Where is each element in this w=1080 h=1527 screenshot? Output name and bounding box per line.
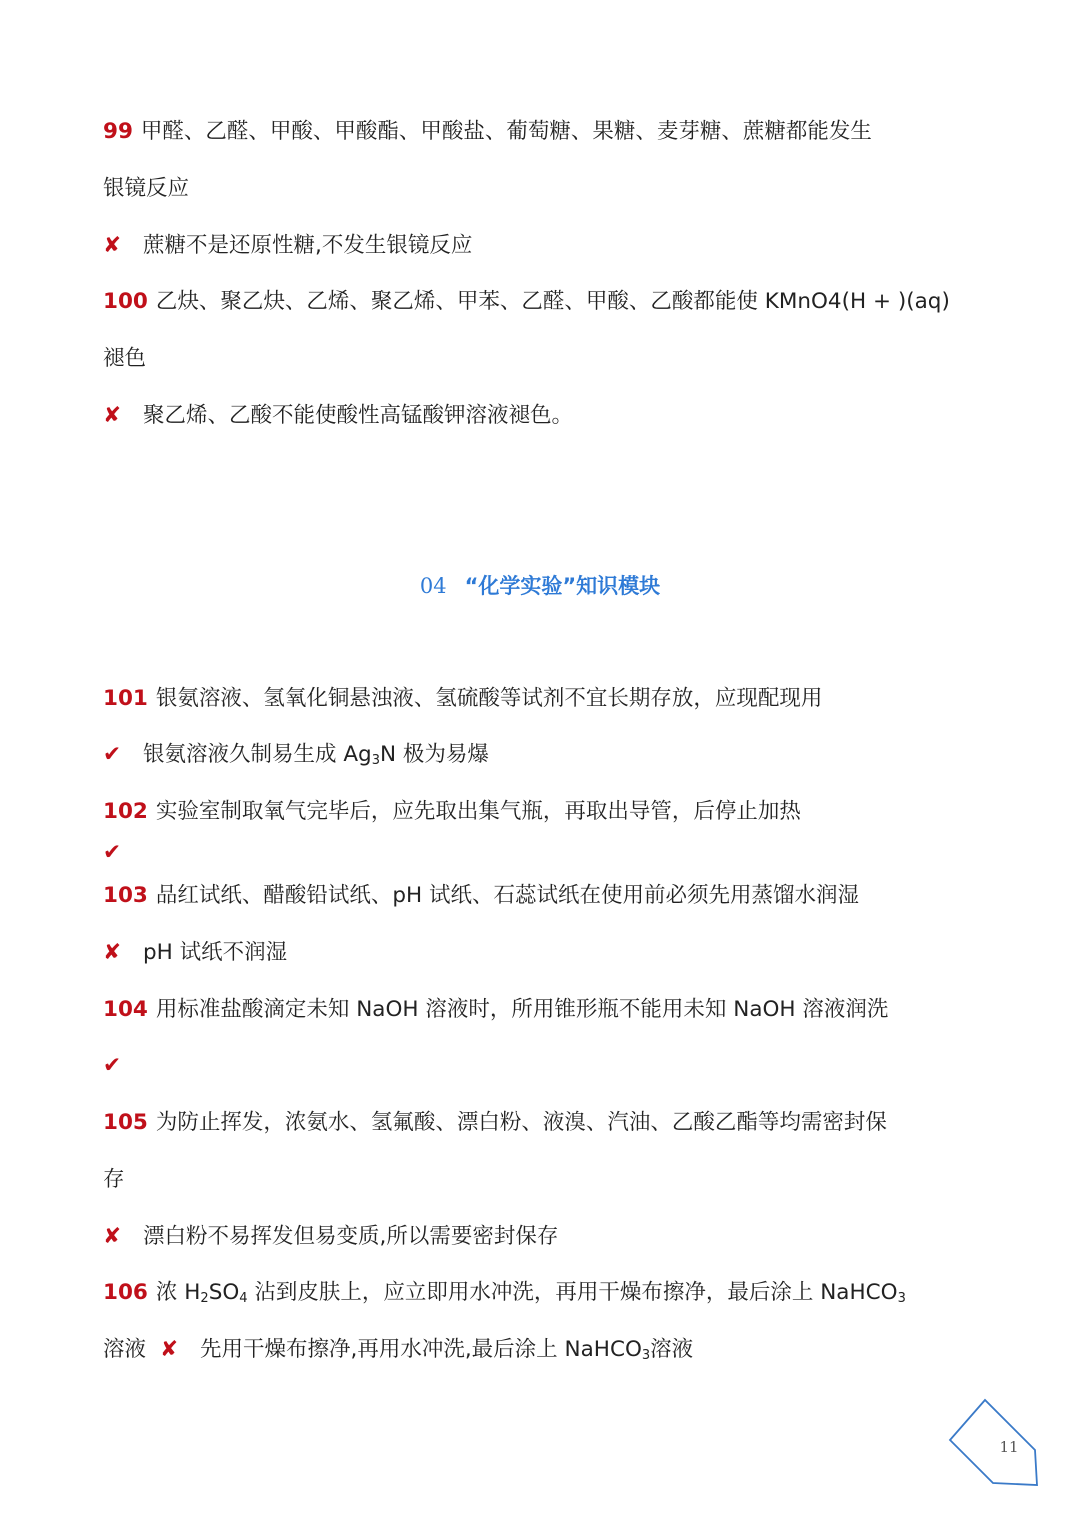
answer-text: 蔗糖不是还原性糖,不发生银镜反应 (143, 233, 473, 258)
item-106-line1 (103, 1278, 906, 1314)
item-text: 浓 H (155, 1280, 201, 1305)
subscript: 3 (641, 1348, 651, 1363)
section-title-text: “化学实验”知识模块 (464, 574, 661, 598)
item-99-line1 (103, 117, 872, 147)
item-100-answer (103, 401, 573, 431)
item-103-line1 (103, 881, 859, 911)
item-text: 品红试纸、醋酸铅试纸、pH 试纸、石蕊试纸在使用前必须先用蒸馏水润湿 (155, 883, 860, 908)
subscript: 2 (200, 1291, 209, 1306)
item-number: 105 (103, 1110, 148, 1135)
item-104-line1 (103, 995, 888, 1025)
item-99-answer (103, 231, 472, 261)
item-number: 104 (103, 997, 148, 1022)
item-100-line1 (103, 287, 950, 317)
item-102-answer (103, 838, 143, 868)
item-text: 实验室制取氧气完毕后，应先取出集气瓶，再取出导管，后停止加热 (155, 799, 801, 824)
item-text: 甲醛、乙醛、甲酸、甲酸酯、甲酸盐、葡萄糖、果糖、麦芽糖、蔗糖都能发生 (140, 119, 872, 144)
item-number: 101 (103, 686, 148, 711)
section-title (0, 571, 1080, 601)
item-text: 用标准盐酸滴定未知 NaOH 溶液时，所用锥形瓶不能用未知 NaOH 溶液润洗 (155, 997, 889, 1022)
item-100-line2: 褪色 (103, 346, 147, 371)
item-101-line1 (103, 684, 822, 714)
section-number: 04 (419, 574, 447, 598)
item-106-line2 (103, 1335, 693, 1371)
item-number: 102 (103, 799, 148, 824)
subscript: 4 (239, 1291, 248, 1306)
answer-text: 溶液 (650, 1337, 694, 1362)
cross-icon: ✘ (103, 403, 122, 428)
item-number: 99 (103, 119, 133, 144)
answer-text: 聚乙烯、乙酸不能使酸性高锰酸钾溶液褪色。 (143, 403, 574, 428)
item-104-answer (103, 1051, 143, 1081)
page-number: 11 (999, 1438, 1019, 1456)
subscript: 3 (897, 1291, 906, 1306)
check-icon: ✔ (103, 1053, 122, 1078)
item-103-answer (103, 938, 287, 968)
check-icon: ✔ (103, 742, 122, 767)
answer-text: 银氨溶液久制易生成 Ag (143, 742, 372, 767)
item-text: SO (208, 1280, 240, 1305)
item-text: 沾到皮肤上，应立即用水冲洗，再用干燥布擦净，最后涂上 NaHCO (247, 1280, 898, 1305)
cross-icon: ✘ (103, 940, 122, 965)
item-99-line2: 银镜反应 (103, 176, 190, 201)
item-number: 103 (103, 883, 148, 908)
item-text: 银氨溶液、氢氧化铜悬浊液、氢硫酸等试剂不宜长期存放，应现配现用 (155, 686, 823, 711)
item-105-line2: 存 (103, 1167, 125, 1192)
item-105-line1 (103, 1108, 887, 1138)
item-number: 106 (103, 1280, 148, 1305)
answer-text: 漂白粉不易挥发但易变质,所以需要密封保存 (143, 1224, 559, 1249)
cross-icon: ✘ (103, 1224, 122, 1249)
answer-text: N 极为易爆 (379, 742, 489, 767)
answer-text: 先用干燥布擦净,再用水冲洗,最后涂上 NaHCO (200, 1337, 642, 1362)
item-text: 为防止挥发，浓氨水、氢氟酸、漂白粉、液溴、汽油、乙酸乙酯等均需密封保 (155, 1110, 887, 1135)
check-icon: ✔ (103, 840, 122, 865)
cross-icon: ✘ (160, 1337, 179, 1362)
cross-icon: ✘ (103, 233, 122, 258)
subscript: 3 (371, 753, 380, 768)
answer-text: pH 试纸不润湿 (143, 940, 288, 965)
item-105-answer (103, 1222, 558, 1252)
item-text: 乙炔、聚乙炔、乙烯、聚乙烯、甲苯、乙醛、甲酸、乙酸都能使 KMnO4(H + )(aq) (155, 289, 950, 314)
item-number: 100 (103, 289, 148, 314)
item-101-answer (103, 740, 489, 776)
item-text: 溶液 (103, 1337, 147, 1362)
item-102-line1 (103, 797, 801, 827)
